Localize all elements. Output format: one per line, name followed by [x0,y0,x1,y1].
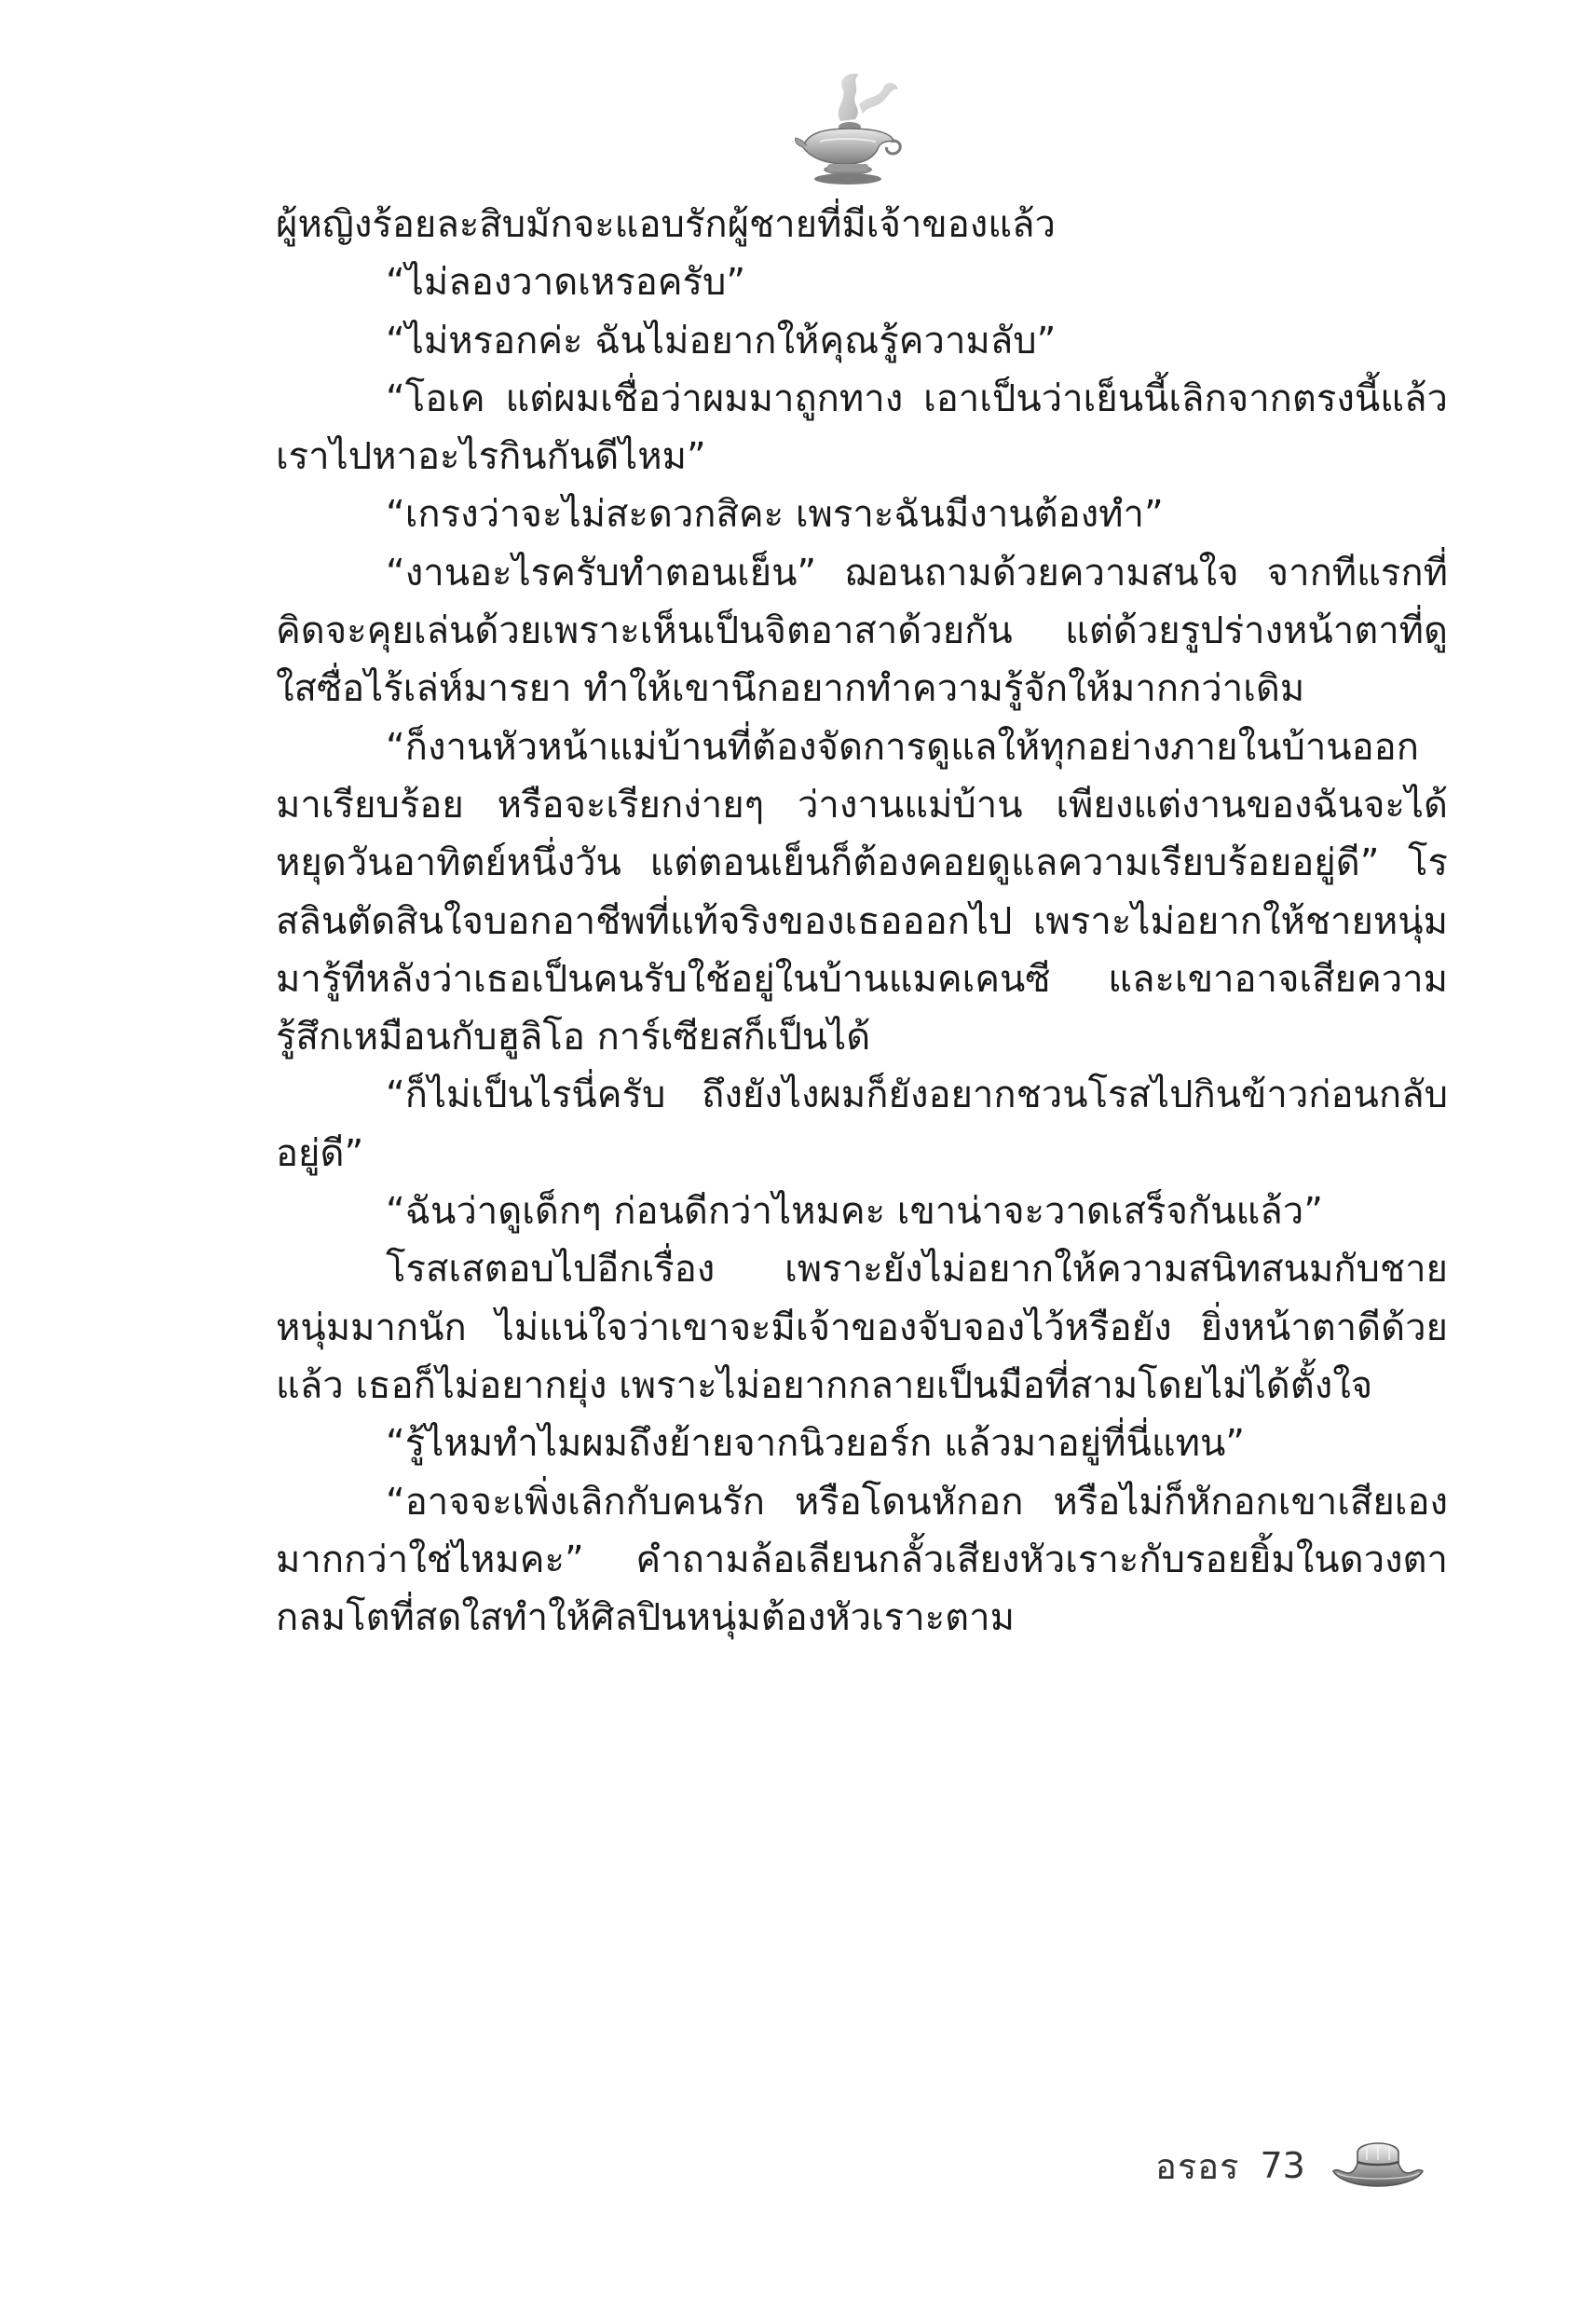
running-title: อรอร [1155,2145,1240,2187]
paragraph: “งานอะไรครับทำตอนเย็น” ฌอนถามด้วยความสนใจ จากทีแรกที่คิดจะคุยเล่นด้วยเพราะเห็นเป็นจิตอาสาด้วยกัน แต่ด้วยรูปร่างหน้าตาที่ดูใสซื่อไร้เล่ห์มารยา ทำให้เขานึกอยากทำความรู้จักให้มากกว่าเดิม [276,551,1448,711]
paragraph: “อาจจะเพิ่งเลิกกับคนรัก หรือโดนหักอก หรือไม่ก็หักอกเขาเสียเองมากกว่าใช่ไหมคะ” คำถามล้อเลียนกลั้วเสียงหัวเราะกับรอยยิ้มในดวงตากลมโตที่สดใสทำให้ศิลปินหนุ่มต้องหัวเราะตาม [276,1480,1448,1640]
paragraph: “ไม่ลองวาดเหรอครับ” [386,261,746,305]
paragraph: “โอเค แต่ผมเชื่อว่าผมมาถูกทาง เอาเป็นว่าเย็นนี้เลิกจากตรงนี้แล้ว เราไปหาอะไรกินกันดีไหม” [276,376,1448,479]
paragraph: “ไม่หรอกค่ะ ฉันไม่อยากให้คุณรู้ความลับ” [386,319,1057,362]
paragraph: “รู้ไหมทำไมผมถึงย้ายจากนิวยอร์ก แล้วมาอยู่ที่นี่แทน” [386,1422,1246,1466]
paragraph: ผู้หญิงร้อยละสิบมักจะแอบรักผู้ชายที่มีเจ้าของแล้ว [276,203,1057,246]
paragraph: “เกรงว่าจะไม่สะดวกสิคะ เพราะฉันมีงานต้องทำ” [386,493,1164,537]
cowboy-hat-icon [1330,2140,1426,2192]
page-footer [1155,2136,1426,2195]
paragraph: “ก็ไม่เป็นไรนี่ครับ ถึงยังไงผมก็ยังอยากชวนโรสไปกินข้าวก่อนกลับอยู่ดี” [276,1073,1448,1175]
page-number: 73 [1260,2145,1305,2186]
paragraph: โรสเสตอบไปอีกเรื่อง เพราะยังไม่อยากให้ความสนิทสนมกับชายหนุ่มมากนัก ไม่แน่ใจว่าเขาจะมีเจ้าของจับจองไว้หรือยัง ยิ่งหน้าตาดีด้วยแล้ว เธอก็ไม่อยากยุ่ง เพราะไม่อยากกลายเป็นมือที่สามโดยไม่ได้ตั้งใจ [276,1248,1448,1407]
paragraph: “ฉันว่าดูเด็กๆ ก่อนดีกว่าไหมคะ เขาน่าจะวาดเสร็จกันแล้ว” [386,1190,1323,1234]
paragraph: “ก็งานหัวหน้าแม่บ้านที่ต้องจัดการดูแลให้ทุกอย่างภายในบ้านออกมาเรียบร้อย หรือจะเรียกง่ายๆ ว่างานแม่บ้าน เพียงแต่งานของฉันจะได้หยุดวันอาทิตย์หนึ่งวัน แต่ตอนเย็นก็ต้องคอยดูแลความเรียบร้อยอยู่ดี” โรสลินตัดสินใจบอกอาชีพที่แท้จริงของเธอออกไป เพราะไม่อยากให้ชายหนุ่มมารู้ทีหลังว่าเธอเป็นคนรับใช้อยู่ในบ้านแมคเคนซี และเขาอาจเสียความรู้สึกเหมือนกับฮูลิโอ การ์เซียสก็เป็นได้ [276,725,1448,1060]
body-text [276,196,1448,1647]
oil-lamp-icon [794,67,904,186]
